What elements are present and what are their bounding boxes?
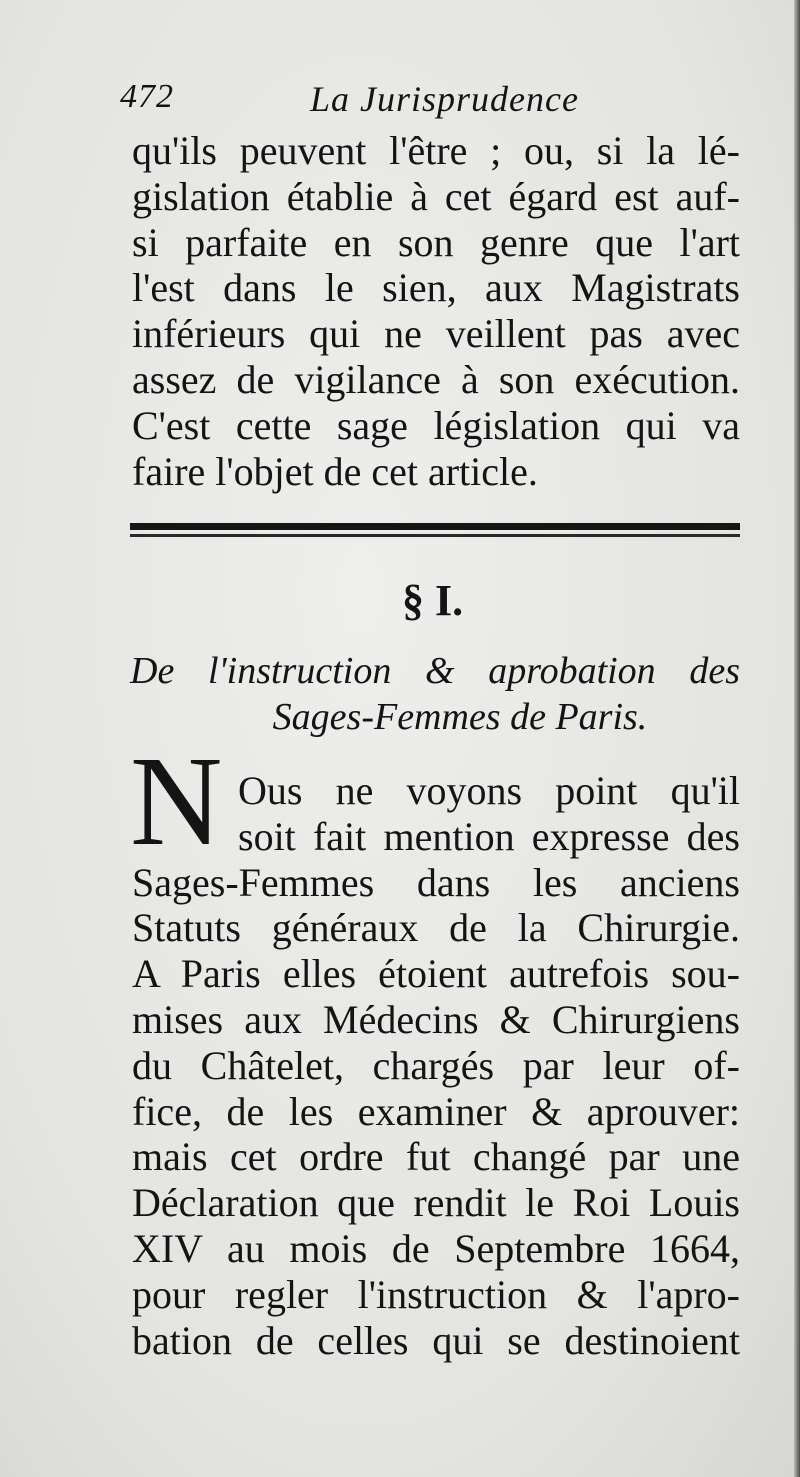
text-line: inférieurs qui ne veillent pas avec: [132, 311, 740, 357]
section-rule-thin: [130, 534, 740, 537]
text-line: Ous ne voyons point qu'il: [238, 768, 740, 813]
section-rule: [130, 523, 740, 530]
drop-cap: N: [130, 730, 223, 872]
section-heading-line: Sages-Femmes de Paris.: [272, 696, 648, 738]
text-line: mais cet ordre fut changé par une: [132, 1134, 740, 1180]
text-line: fice, de les examiner & aprouver:: [132, 1088, 740, 1134]
text-line: Sages-Femmes dans les anciens: [132, 859, 740, 905]
text-line: Déclaration que rendit le Roi Louis: [132, 1180, 740, 1226]
text-line: A Paris elles étoient autrefois sou-: [132, 951, 740, 997]
section-number: § I.: [402, 576, 464, 625]
text-line: pour regler l'instruction & l'apro-: [132, 1271, 740, 1317]
running-head: [120, 78, 740, 122]
text-line: qu'ils peuvent l'être ; ou, si la lé-: [132, 128, 740, 173]
section-heading-line: De l'instruction & aprobation des: [130, 650, 740, 692]
page-edge-shadow: [794, 0, 800, 1477]
text-line: soit fait mention expresse des: [238, 813, 740, 859]
intro-paragraph: [132, 128, 740, 494]
text-line: bation de celles qui se destinoient: [132, 1317, 740, 1363]
text-line: mises aux Médecins & Chirurgiens: [132, 996, 740, 1042]
running-title: La Jurisprudence: [310, 79, 579, 119]
text-line: Statuts généraux de la Chirurgie.: [132, 905, 740, 951]
text-line: si parfaite en son genre que l'art: [132, 219, 740, 265]
text-line: gislation établie à cet égard est auf-: [132, 173, 740, 219]
text-line: faire l'objet de cet article.: [132, 448, 538, 494]
section-heading: [130, 648, 740, 740]
page-number: 472: [120, 78, 174, 115]
body-paragraph: [132, 768, 740, 1363]
text-line: C'est cette sage législation qui va: [132, 402, 740, 448]
text-line: XIV au mois de Septembre 1664,: [132, 1225, 740, 1271]
text-line: l'est dans le sien, aux Magistrats: [132, 265, 740, 311]
text-line: du Châtelet, chargés par leur of-: [132, 1042, 740, 1088]
text-line: assez de vigilance à son exécution.: [132, 356, 740, 402]
